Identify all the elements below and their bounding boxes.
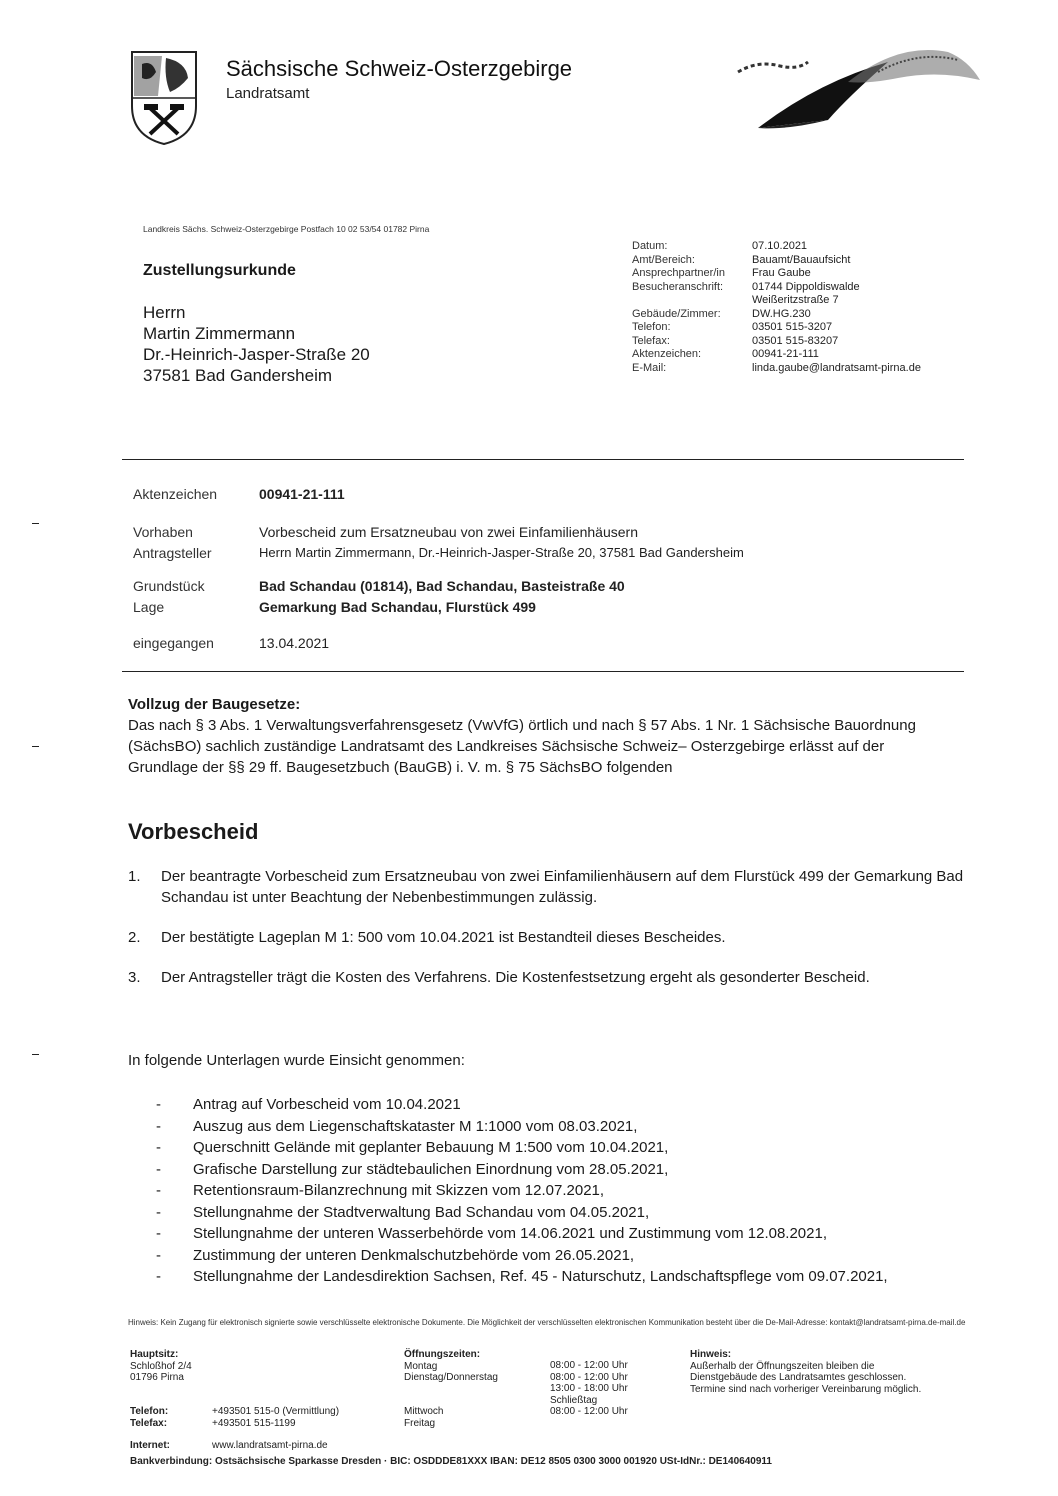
recipient-street: Dr.-Heinrich-Jasper-Straße 20 bbox=[143, 345, 370, 364]
document-entry: Retentionsraum-Bilanzrechnung mit Skizzen vom 12.07.2021, bbox=[193, 1182, 605, 1199]
coat-of-arms-icon bbox=[128, 48, 200, 146]
vollzug-text: Das nach § 3 Abs. 1 Verwaltungsverfahrensgesetz (VwVfG) örtlich und nach § 57 Abs. 1 Nr. 1 Sächsische Bauordnung (SächsBO) sachlich zuständige Landratsamt des Landkreises Sächsische Schweiz– Osterzgebirge erlässt auf der Grundlage der §§ 29 ff. Baugesetzbuch (BauGB) i. V. m. § 75 SächsBO folgenden bbox=[128, 717, 916, 776]
document-entry: Antrag auf Vorbescheid vom 10.04.2021 bbox=[193, 1096, 461, 1113]
meta-value: Frau Gaube bbox=[752, 267, 811, 279]
meta-label: Telefax: bbox=[632, 334, 670, 347]
meta-label: E-Mail: bbox=[632, 361, 667, 374]
opening-time: Schließtag bbox=[550, 1394, 598, 1406]
vollzug-heading: Vollzug der Baugesetze: bbox=[128, 696, 301, 713]
decision-item bbox=[128, 967, 968, 988]
meta-value: 00941-21-111 bbox=[752, 348, 819, 360]
district-logo-icon bbox=[728, 42, 984, 132]
decision-number: 3. bbox=[128, 969, 141, 986]
telefax-label: Telefax: bbox=[130, 1417, 168, 1429]
meta-value: 01744 Dippoldiswalde bbox=[752, 280, 860, 293]
telefon-label: Telefon: bbox=[130, 1406, 169, 1417]
grundstueck-value: Bad Schandau (01814), Bad Schandau, Basteistraße 40 bbox=[259, 578, 625, 594]
oeffnung-label: Öffnungszeiten: bbox=[404, 1349, 481, 1360]
hauptsitz-street: Schloßhof 2/4 bbox=[130, 1360, 192, 1372]
opening-day bbox=[404, 1384, 498, 1396]
hauptsitz-city: 01796 Pirna bbox=[130, 1372, 184, 1383]
document-entry: Querschnitt Gelände mit geplanter Bebauung M 1:500 vom 10.04.2021, bbox=[193, 1139, 669, 1156]
decision-list bbox=[128, 866, 968, 1007]
eingegangen-label: eingegangen bbox=[133, 635, 214, 651]
meta-value: 03501 515-83207 bbox=[752, 334, 839, 347]
document-entry: Stellungnahme der unteren Wasserbehörde vom 14.06.2021 und Zustimmung vom 12.08.2021, bbox=[193, 1225, 827, 1242]
recipient-salutation: Herrn bbox=[143, 303, 186, 322]
antragsteller-label: Antragsteller bbox=[133, 545, 212, 561]
lage-value: Gemarkung Bad Schandau, Flurstück 499 bbox=[259, 599, 536, 615]
opening-time: 08:00 - 12:00 Uhr bbox=[550, 1406, 628, 1417]
footer-note: Hinweis: Kein Zugang für elektronisch signierte sowie verschlüsselte elektronische Dokumente. Die Möglichkeit der verschlüsselten elektronischen Kommunikation besteht über die De-Mail-Adresse: kontakt@landratsamt-pirna.de-mail.de bbox=[128, 1318, 966, 1327]
letter-metadata bbox=[632, 240, 921, 375]
meta-value: 03501 515-3207 bbox=[752, 321, 833, 333]
lage-label: Lage bbox=[133, 599, 165, 615]
list-item: - Zustimmung der unteren Denkmalschutzbehörde vom 26.05.2021, bbox=[156, 1245, 966, 1267]
meta-value: Weißeritzstraße 7 bbox=[752, 294, 839, 306]
decision-item bbox=[128, 866, 968, 908]
opening-time: 08:00 - 12:00 Uhr bbox=[550, 1360, 628, 1371]
list-item: - Grafische Darstellung zur städtebaulichen Einordnung vom 28.05.2021, bbox=[156, 1159, 966, 1181]
footer-internet bbox=[130, 1440, 328, 1452]
hinweis-line: Dienstgebäude des Landratsamtes geschlossen. bbox=[690, 1372, 907, 1383]
internet-label: Internet: bbox=[130, 1440, 170, 1451]
footer-opening-days bbox=[404, 1349, 498, 1429]
document-entry: Stellungnahme der Stadtverwaltung Bad Schandau vom 04.05.2021, bbox=[193, 1203, 650, 1221]
divider-line bbox=[122, 459, 964, 460]
document-entry: Zustimmung der unteren Denkmalschutzbehörde vom 26.05.2021, bbox=[193, 1246, 635, 1264]
footer-contact bbox=[130, 1406, 339, 1429]
opening-time: 13:00 - 18:00 Uhr bbox=[550, 1383, 628, 1394]
vorhaben-label: Vorhaben bbox=[133, 524, 193, 540]
fold-mark bbox=[32, 746, 39, 747]
documents-list bbox=[156, 1094, 966, 1288]
sender-address-line: Landkreis Sächs. Schweiz-Osterzgebirge Postfach 10 02 53/54 01782 Pirna bbox=[143, 224, 430, 234]
recipient-address bbox=[143, 302, 370, 386]
documents-intro: In folgende Unterlagen wurde Einsicht genommen: bbox=[128, 1052, 465, 1069]
vorbescheid-title: Vorbescheid bbox=[128, 819, 259, 844]
opening-time: 08:00 - 12:00 Uhr bbox=[550, 1371, 628, 1383]
fold-mark bbox=[32, 523, 39, 524]
list-item: - Retentionsraum-Bilanzrechnung mit Skizzen vom 12.07.2021, bbox=[156, 1180, 966, 1202]
footer-hinweis bbox=[690, 1349, 921, 1395]
meta-label: Besucheranschrift: bbox=[632, 280, 724, 293]
opening-day: Mittwoch bbox=[404, 1406, 444, 1417]
hinweis-line: Außerhalb der Öffnungszeiten bleiben die bbox=[690, 1360, 875, 1372]
recipient-city: 37581 Bad Gandersheim bbox=[143, 366, 333, 385]
hinweis-label: Hinweis: bbox=[690, 1349, 732, 1360]
subject-block bbox=[133, 486, 744, 651]
aktenzeichen-label: Aktenzeichen bbox=[133, 486, 218, 502]
document-entry: Grafische Darstellung zur städtebaulichen Einordnung vom 28.05.2021, bbox=[193, 1160, 669, 1178]
document-entry: Auszug aus dem Liegenschaftskataster M 1:1000 vom 08.03.2021, bbox=[193, 1117, 638, 1135]
divider-line bbox=[122, 671, 964, 672]
list-item: - Querschnitt Gelände mit geplanter Bebauung M 1:500 vom 10.04.2021, bbox=[156, 1137, 966, 1159]
meta-label: Gebäude/Zimmer: bbox=[632, 307, 721, 320]
meta-label bbox=[632, 294, 752, 308]
meta-label: Datum: bbox=[632, 240, 668, 252]
meta-value: DW.HG.230 bbox=[752, 307, 811, 320]
list-item: - Antrag auf Vorbescheid vom 10.04.2021 bbox=[156, 1094, 966, 1116]
recipient-name: Martin Zimmermann bbox=[143, 324, 296, 343]
hauptsitz-label: Hauptsitz: bbox=[130, 1349, 179, 1360]
decision-text: Der bestätigte Lageplan M 1: 500 vom 10.04.2021 ist Bestandteil dieses Bescheides. bbox=[161, 929, 726, 946]
decision-text: Der Antragsteller trägt die Kosten des Verfahrens. Die Kostenfestsetzung ergeht als gesonderter Bescheid. bbox=[161, 969, 870, 986]
footer-hauptsitz bbox=[130, 1349, 192, 1384]
list-item: - Auszug aus dem Liegenschaftskataster M 1:1000 vom 08.03.2021, bbox=[156, 1116, 966, 1138]
org-subtitle: Landratsamt bbox=[226, 85, 310, 102]
meta-email[interactable]: linda.gaube@landratsamt-pirna.de bbox=[752, 361, 921, 374]
telefax-value: +493501 515-1199 bbox=[212, 1417, 296, 1429]
bank-details: Bankverbindung: Ostsächsische Sparkasse Dresden · BIC: OSDDDE81XXX IBAN: DE12 8505 0300 3000 001920 USt-IdNr.: DE140640911 bbox=[130, 1456, 772, 1467]
opening-day: Montag bbox=[404, 1360, 438, 1372]
footer-opening-times bbox=[550, 1360, 628, 1418]
hinweis-line: Termine sind nach vorheriger Vereinbarung möglich. bbox=[690, 1383, 922, 1395]
eingegangen-value: 13.04.2021 bbox=[259, 635, 330, 651]
internet-link[interactable]: www.landratsamt-pirna.de bbox=[212, 1440, 328, 1451]
vorhaben-value: Vorbescheid zum Ersatzneubau von zwei Einfamilienhäusern bbox=[259, 524, 638, 540]
opening-day: Dienstag/Donnerstag bbox=[404, 1372, 498, 1383]
meta-value: Bauamt/Bauaufsicht bbox=[752, 253, 851, 266]
aktenzeichen-value: 00941-21-111 bbox=[259, 486, 345, 502]
meta-label: Amt/Bereich: bbox=[632, 253, 695, 266]
document-title: Zustellungsurkunde bbox=[143, 262, 296, 279]
meta-label: Ansprechpartner/in bbox=[632, 267, 725, 279]
org-name: Sächsische Schweiz-Osterzgebirge bbox=[226, 56, 573, 81]
list-item: - Stellungnahme der Stadtverwaltung Bad Schandau vom 04.05.2021, bbox=[156, 1202, 966, 1224]
decision-number: 2. bbox=[128, 929, 141, 946]
meta-label: Telefon: bbox=[632, 321, 671, 333]
decision-text: Der beantragte Vorbescheid zum Ersatzneubau von zwei Einfamilienhäusern auf dem Flurstück 499 der Gemarkung Bad Schandau ist unter Beachtung der Nebenbestimmungen zulässig. bbox=[161, 868, 964, 906]
decision-item bbox=[128, 927, 968, 948]
grundstueck-label: Grundstück bbox=[133, 578, 205, 594]
list-item: - Stellungnahme der Landesdirektion Sachsen, Ref. 45 - Naturschutz, Landschaftspflege vom 09.07.2021, bbox=[156, 1266, 966, 1288]
telefon-value: +493501 515-0 (Vermittlung) bbox=[212, 1406, 340, 1417]
list-item: - Stellungnahme der unteren Wasserbehörde vom 14.06.2021 und Zustimmung vom 12.08.2021, bbox=[156, 1223, 966, 1245]
document-entry: Stellungnahme der Landesdirektion Sachsen, Ref. 45 - Naturschutz, Landschaftspflege vom 09.07.2021, bbox=[193, 1268, 888, 1285]
meta-value: 07.10.2021 bbox=[752, 240, 808, 252]
antragsteller-value: Herrn Martin Zimmermann, Dr.-Heinrich-Jasper-Straße 20, 37581 Bad Gandersheim bbox=[259, 545, 744, 560]
meta-label: Aktenzeichen: bbox=[632, 348, 702, 360]
opening-day: Freitag bbox=[404, 1417, 436, 1429]
decision-number: 1. bbox=[128, 868, 141, 885]
fold-mark bbox=[32, 1054, 39, 1055]
